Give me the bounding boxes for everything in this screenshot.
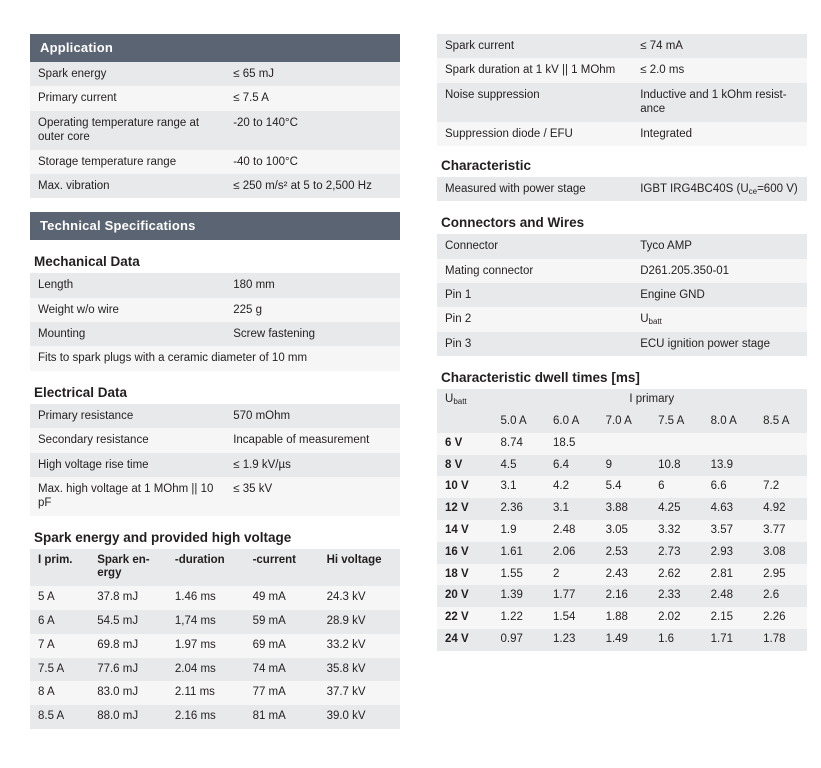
- row-key: Pin 1: [437, 283, 632, 307]
- row-value: ≤ 1.9 kV/µs: [225, 453, 400, 477]
- cell: [703, 433, 756, 455]
- table-row: [437, 476, 807, 498]
- corner-u: U: [445, 393, 454, 406]
- table-row: [30, 404, 400, 428]
- cell: 2.16 ms: [167, 705, 245, 729]
- cell: 2.81: [703, 564, 756, 586]
- table-row: [437, 307, 807, 331]
- table-row: [437, 629, 807, 651]
- cell: 1.49: [598, 629, 651, 651]
- cell: 4.5: [493, 455, 546, 477]
- row-key: Noise suppression: [437, 83, 632, 122]
- cell: 3.05: [598, 520, 651, 542]
- cell: 3.1: [493, 476, 546, 498]
- table-row: [437, 58, 807, 82]
- col-header-hi-voltage: Hi voltage: [319, 549, 400, 587]
- row-value: [632, 177, 807, 201]
- row-value: 225 g: [225, 298, 400, 322]
- row-header-voltage: 10 V: [437, 476, 493, 498]
- table-row: [437, 234, 807, 258]
- subheading-mechanical-data: Mechanical Data: [34, 254, 140, 270]
- cell: 2.02: [650, 607, 703, 629]
- row-header-voltage: 16 V: [437, 542, 493, 564]
- row-value: ≤ 35 kV: [225, 477, 400, 516]
- col-header-current: 7.0 A: [598, 411, 651, 433]
- row-value: D261.205.350-01: [632, 259, 807, 283]
- table-row: [30, 86, 400, 110]
- table-row: [437, 259, 807, 283]
- cell: 1.78: [755, 629, 807, 651]
- row-value: ≤ 7.5 A: [225, 86, 400, 110]
- table-row: [437, 177, 807, 201]
- cell: [755, 433, 807, 455]
- table-row: [437, 283, 807, 307]
- cell: 10.8: [650, 455, 703, 477]
- cell: 2.48: [703, 585, 756, 607]
- cell: 1.23: [545, 629, 598, 651]
- cell: 2.15: [703, 607, 756, 629]
- cell: 2.36: [493, 498, 546, 520]
- dwell-times-table: [437, 389, 807, 651]
- row-value: Tyco AMP: [632, 234, 807, 258]
- cell: 6 A: [30, 610, 89, 634]
- row-key: Suppression diode / EFU: [437, 122, 632, 146]
- row-key: High voltage rise time: [30, 453, 225, 477]
- cell: 2.33: [650, 585, 703, 607]
- cell: 1.54: [545, 607, 598, 629]
- cell: 4.25: [650, 498, 703, 520]
- section-header-technical-specifications: Technical Specifications: [30, 212, 400, 240]
- row-value: -20 to 140°C: [225, 111, 400, 150]
- cell: 6.6: [703, 476, 756, 498]
- cell: 2.11 ms: [167, 681, 245, 705]
- subheading-electrical-data: Electrical Data: [34, 384, 128, 400]
- table-row: [437, 83, 807, 122]
- row-key: Spark current: [437, 34, 632, 58]
- subheading-dwell-times: Characteristic dwell times [ms]: [441, 370, 640, 386]
- cell: 18.5: [545, 433, 598, 455]
- row-header-voltage: 24 V: [437, 629, 493, 651]
- table-row: [437, 520, 807, 542]
- cell: 4.63: [703, 498, 756, 520]
- table-row: [437, 564, 807, 586]
- row-key: Mating connector: [437, 259, 632, 283]
- cell: 2.6: [755, 585, 807, 607]
- cell: 3.57: [703, 520, 756, 542]
- cell: 2.26: [755, 607, 807, 629]
- cell: 1.39: [493, 585, 546, 607]
- table-row: [30, 453, 400, 477]
- cell: 1.46 ms: [167, 586, 245, 610]
- cell: 37.8 mJ: [89, 586, 167, 610]
- table-row: [30, 477, 400, 516]
- cell: 77 mA: [245, 681, 319, 705]
- row-key: Secondary resistance: [30, 428, 225, 452]
- cell: 2.53: [598, 542, 651, 564]
- cell: [650, 433, 703, 455]
- cell: 24.3 kV: [319, 586, 400, 610]
- table-row: [30, 705, 400, 729]
- row-value: ≤ 74 mA: [632, 34, 807, 58]
- row-key: Primary current: [30, 86, 225, 110]
- cell: 35.8 kV: [319, 658, 400, 682]
- table-row: [30, 62, 400, 86]
- cell: 2.43: [598, 564, 651, 586]
- row-header-voltage: 6 V: [437, 433, 493, 455]
- cell: 2.06: [545, 542, 598, 564]
- row-value: Incapable of measurement: [225, 428, 400, 452]
- row-value: Inductive and 1 kOhm resist-ance: [632, 83, 807, 122]
- mechanical-data-table: [30, 273, 400, 371]
- cell: 1.55: [493, 564, 546, 586]
- right-column: [437, 34, 807, 651]
- cell: [755, 455, 807, 477]
- subheading-connectors-and-wires: Connectors and Wires: [441, 215, 585, 231]
- cell: 2.04 ms: [167, 658, 245, 682]
- corner-subscript: batt: [453, 397, 467, 407]
- subheading-spark-energy: Spark energy and provided high voltage: [34, 529, 292, 545]
- cell: 1.22: [493, 607, 546, 629]
- col-header-current: 8.0 A: [703, 411, 756, 433]
- row-value: 180 mm: [225, 273, 400, 297]
- cell: 6: [650, 476, 703, 498]
- col-header-current: 6.0 A: [545, 411, 598, 433]
- row-key: Max. high voltage at 1 MOhm || 10 pF: [30, 477, 225, 516]
- row-value: ≤ 65 mJ: [225, 62, 400, 86]
- table-row: [437, 498, 807, 520]
- table-row: [30, 150, 400, 174]
- mechanical-note: Fits to spark plugs with a ceramic diameter of 10 mm: [30, 346, 400, 370]
- table-row: [30, 346, 400, 370]
- table-row: [437, 585, 807, 607]
- row-value: Engine GND: [632, 283, 807, 307]
- table-row: [30, 681, 400, 705]
- row-key: Pin 2: [437, 307, 632, 331]
- col-header-current: -current: [245, 549, 319, 587]
- cell: 54.5 mJ: [89, 610, 167, 634]
- row-key: Primary resistance: [30, 404, 225, 428]
- cell: 3.08: [755, 542, 807, 564]
- dwell-corner-label: [437, 389, 493, 411]
- cell: 6.4: [545, 455, 598, 477]
- cell: 13.9: [703, 455, 756, 477]
- row-key: Connector: [437, 234, 632, 258]
- table-row: [437, 34, 807, 58]
- row-value: Screw fastening: [225, 322, 400, 346]
- cell: 8 A: [30, 681, 89, 705]
- cell: 7 A: [30, 634, 89, 658]
- cell: 7.5 A: [30, 658, 89, 682]
- row-value: ≤ 250 m/s² at 5 to 2,500 Hz: [225, 174, 400, 198]
- cell: 83.0 mJ: [89, 681, 167, 705]
- cell: 39.0 kV: [319, 705, 400, 729]
- cell: 1,74 ms: [167, 610, 245, 634]
- application-table: [30, 62, 400, 198]
- cell: 3.88: [598, 498, 651, 520]
- table-row: [30, 298, 400, 322]
- cell: 74 mA: [245, 658, 319, 682]
- table-row: [30, 634, 400, 658]
- cell: 0.97: [493, 629, 546, 651]
- cell: 1.71: [703, 629, 756, 651]
- dwell-group-label: I primary: [493, 389, 808, 411]
- cell: 2.48: [545, 520, 598, 542]
- row-value: ECU ignition power stage: [632, 332, 807, 356]
- subheading-characteristic: Characteristic: [441, 157, 532, 173]
- cell: 1.97 ms: [167, 634, 245, 658]
- cell: 1.88: [598, 607, 651, 629]
- cell: 2.73: [650, 542, 703, 564]
- power-stage-subscript: ce: [748, 186, 758, 196]
- cell: 69.8 mJ: [89, 634, 167, 658]
- table-row: [30, 273, 400, 297]
- cell: 9: [598, 455, 651, 477]
- cell: 1.61: [493, 542, 546, 564]
- cell: 77.6 mJ: [89, 658, 167, 682]
- row-value: 570 mOhm: [225, 404, 400, 428]
- cell: 81 mA: [245, 705, 319, 729]
- characteristic-table: [437, 177, 807, 201]
- cell: 28.9 kV: [319, 610, 400, 634]
- cell: 4.2: [545, 476, 598, 498]
- cell: 2.16: [598, 585, 651, 607]
- row-header-voltage: 14 V: [437, 520, 493, 542]
- row-key: Operating temperature range at outer core: [30, 111, 225, 150]
- table-row: [437, 542, 807, 564]
- cell: 2.95: [755, 564, 807, 586]
- col-header-duration: -duration: [167, 549, 245, 587]
- cell: 3.1: [545, 498, 598, 520]
- section-header-application: Application: [30, 34, 400, 62]
- dwell-empty-corner: [437, 411, 493, 433]
- cell: 69 mA: [245, 634, 319, 658]
- cell: 33.2 kV: [319, 634, 400, 658]
- row-key: Mounting: [30, 322, 225, 346]
- cell: 5.4: [598, 476, 651, 498]
- table-row: [437, 122, 807, 146]
- table-row: [437, 607, 807, 629]
- cell: 88.0 mJ: [89, 705, 167, 729]
- cell: 4.92: [755, 498, 807, 520]
- col-header-current: 5.0 A: [493, 411, 546, 433]
- row-value: -40 to 100°C: [225, 150, 400, 174]
- connectors-table: [437, 234, 807, 356]
- cell: 2.62: [650, 564, 703, 586]
- cell: 1.6: [650, 629, 703, 651]
- table-header-row: [30, 549, 400, 587]
- table-row: [30, 428, 400, 452]
- row-key: Length: [30, 273, 225, 297]
- cell: 49 mA: [245, 586, 319, 610]
- cell: 3.77: [755, 520, 807, 542]
- row-header-voltage: 18 V: [437, 564, 493, 586]
- cell: 2.93: [703, 542, 756, 564]
- col-header-spark-energy: Spark en-ergy: [89, 549, 167, 587]
- row-key: Weight w/o wire: [30, 298, 225, 322]
- dwell-current-header-row: [437, 411, 807, 433]
- row-value: Integrated: [632, 122, 807, 146]
- pin2-subscript: batt: [648, 317, 662, 327]
- row-key: Storage temperature range: [30, 150, 225, 174]
- col-header-current: 8.5 A: [755, 411, 807, 433]
- cell: [598, 433, 651, 455]
- table-row: [437, 455, 807, 477]
- cell: 1.77: [545, 585, 598, 607]
- row-key: Spark duration at 1 kV || 1 MOhm: [437, 58, 632, 82]
- table-row: [30, 322, 400, 346]
- cell: 1.9: [493, 520, 546, 542]
- table-row: [437, 433, 807, 455]
- left-column: [30, 34, 400, 729]
- cell: 5 A: [30, 586, 89, 610]
- row-key: Measured with power stage: [437, 177, 632, 201]
- table-row: [30, 174, 400, 198]
- spark-energy-table: [30, 549, 400, 729]
- row-header-voltage: 22 V: [437, 607, 493, 629]
- table-row: [437, 332, 807, 356]
- table-row: [30, 610, 400, 634]
- application-continued-table: [437, 34, 807, 146]
- row-value: [632, 307, 807, 331]
- cell: 8.74: [493, 433, 546, 455]
- row-header-voltage: 8 V: [437, 455, 493, 477]
- cell: 8.5 A: [30, 705, 89, 729]
- row-header-voltage: 20 V: [437, 585, 493, 607]
- power-stage-suffix: =600 V): [757, 182, 798, 195]
- cell: 37.7 kV: [319, 681, 400, 705]
- table-row: [30, 111, 400, 150]
- col-header-current: 7.5 A: [650, 411, 703, 433]
- row-value: ≤ 2.0 ms: [632, 58, 807, 82]
- row-key: Max. vibration: [30, 174, 225, 198]
- pin2-value: U: [640, 313, 649, 326]
- cell: 59 mA: [245, 610, 319, 634]
- electrical-data-table: [30, 404, 400, 516]
- table-row: [30, 586, 400, 610]
- row-key: Pin 3: [437, 332, 632, 356]
- dwell-group-header-row: [437, 389, 807, 411]
- col-header-i-prim: I prim.: [30, 549, 89, 587]
- power-stage-prefix: IGBT IRG4BC40S (U: [640, 182, 749, 195]
- row-header-voltage: 12 V: [437, 498, 493, 520]
- cell: 7.2: [755, 476, 807, 498]
- cell: 3.32: [650, 520, 703, 542]
- cell: 2: [545, 564, 598, 586]
- table-row: [30, 658, 400, 682]
- row-key: Spark energy: [30, 62, 225, 86]
